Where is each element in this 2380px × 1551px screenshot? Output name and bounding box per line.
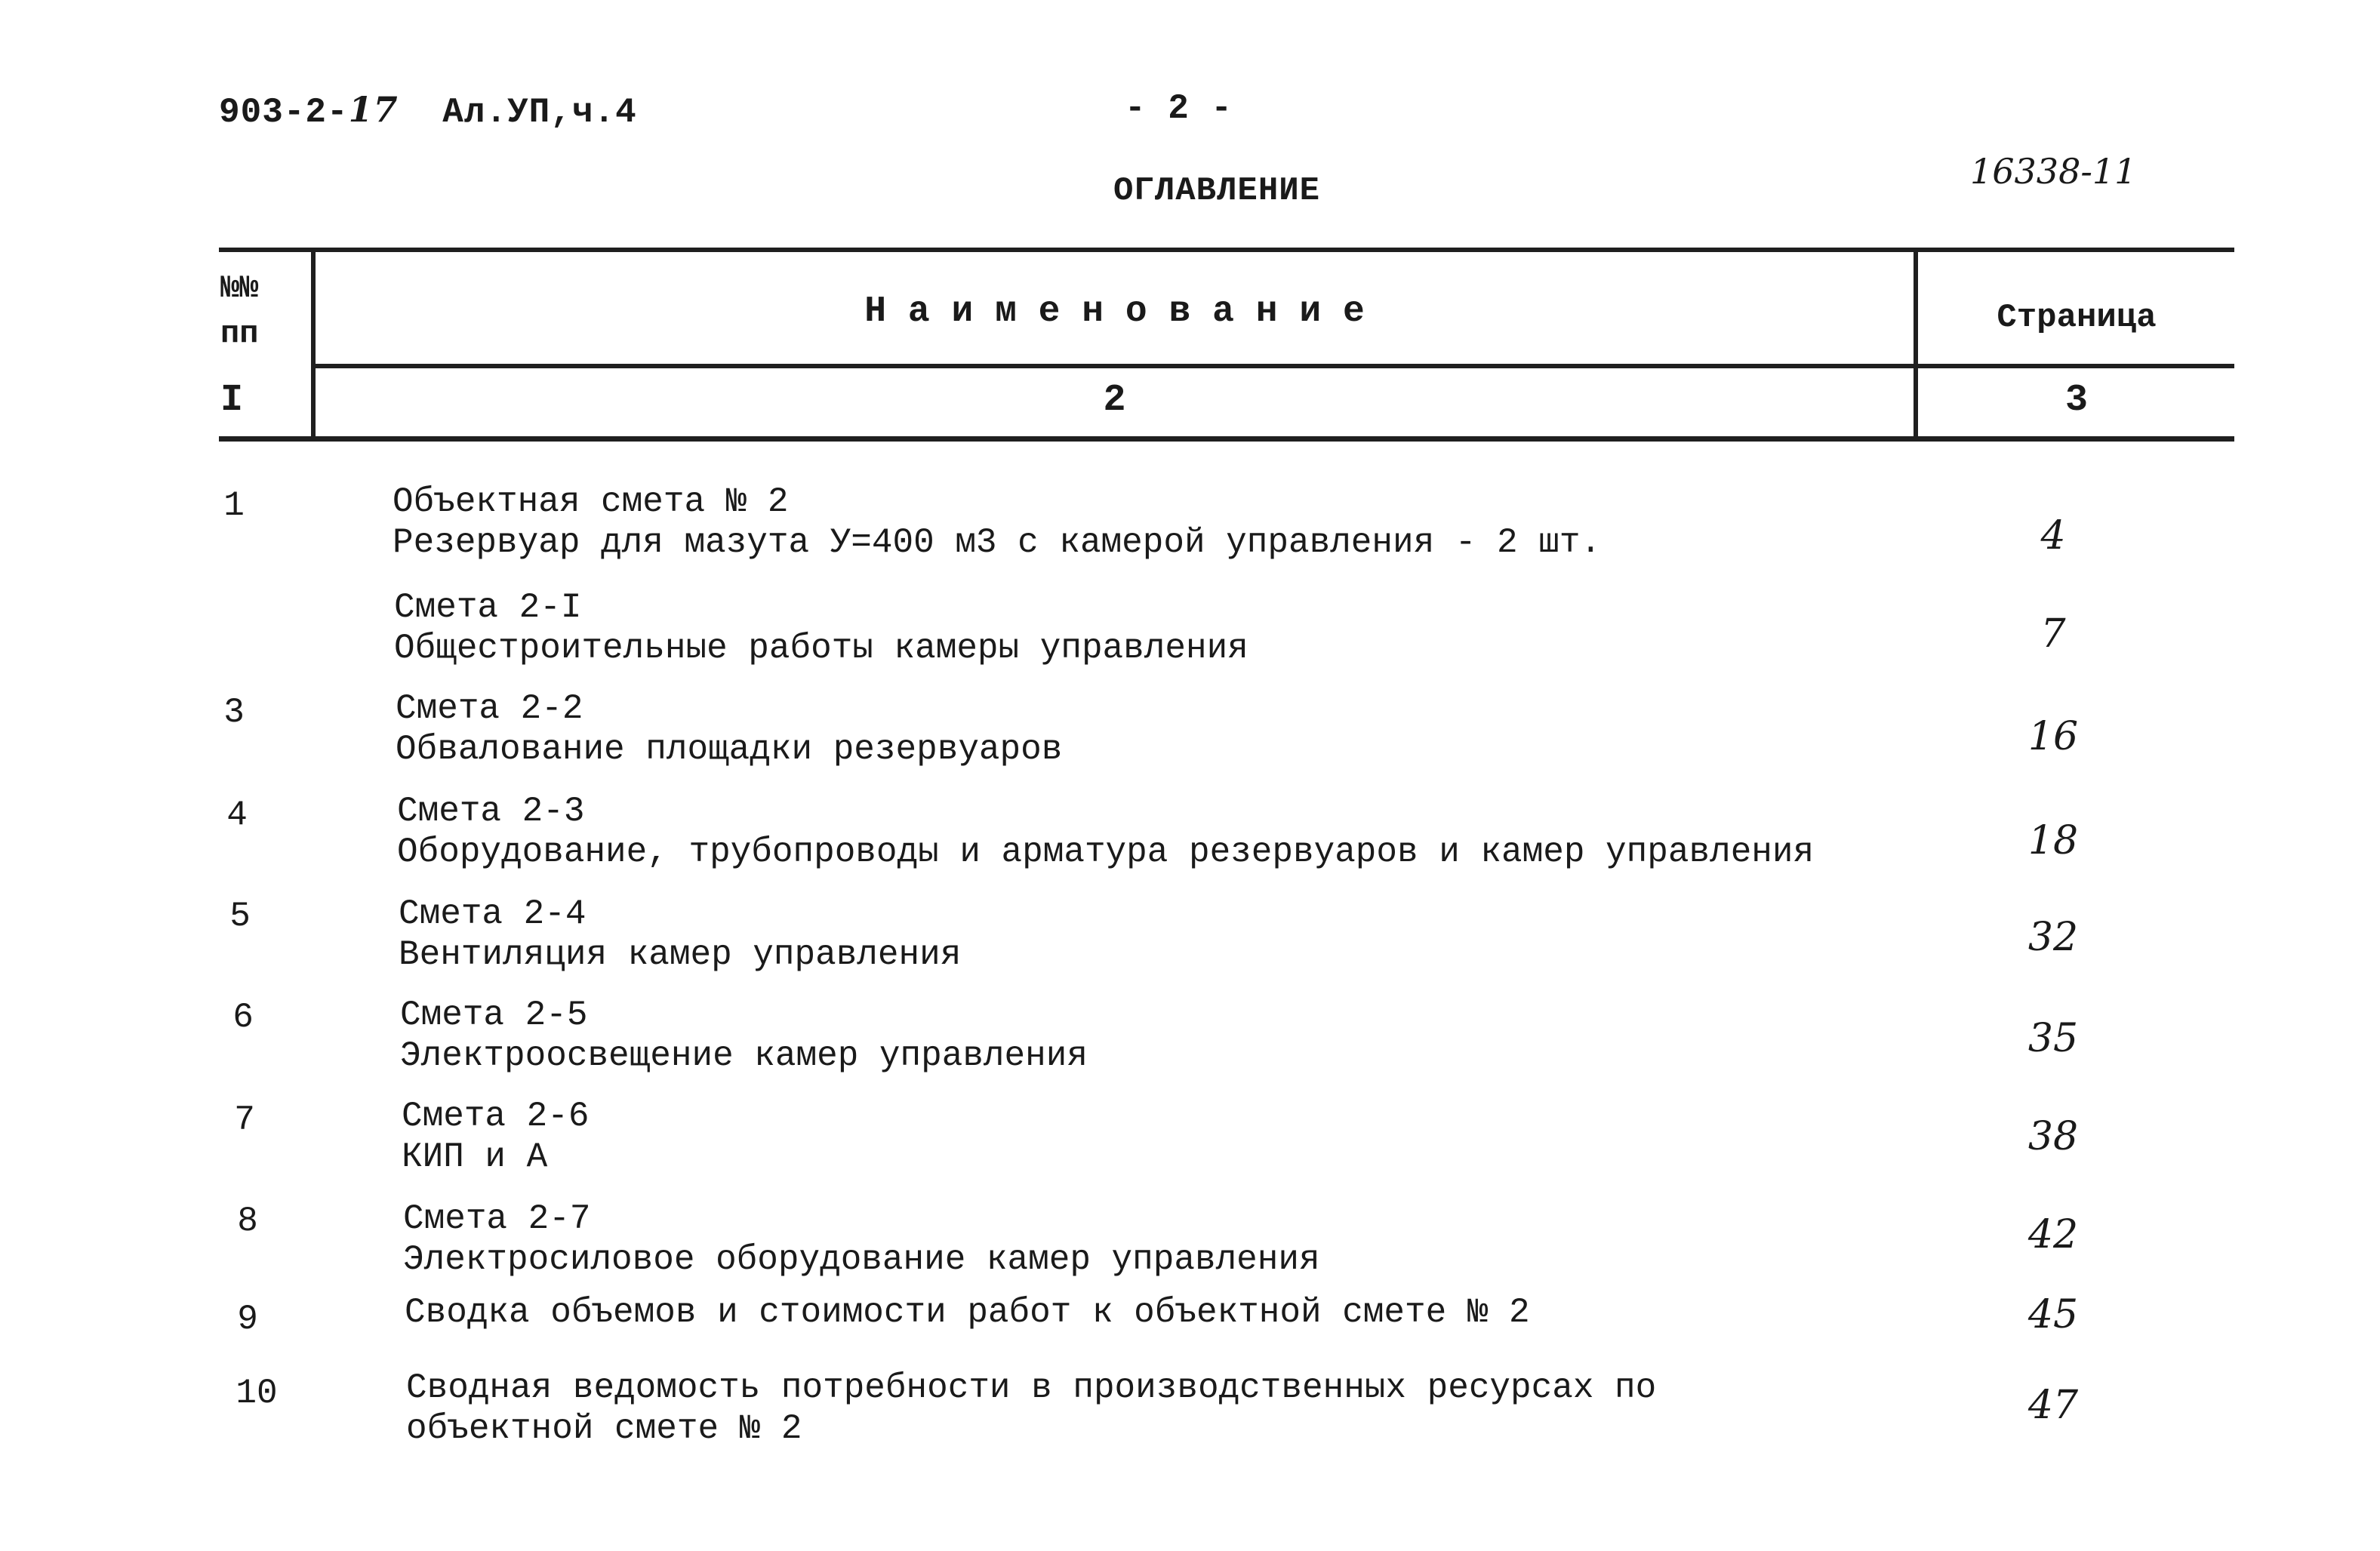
row-page: 32	[2027, 915, 2079, 960]
album-part: Ал.УП,ч.4	[442, 93, 637, 132]
row-title: Смета 2-5	[400, 996, 588, 1035]
row-description: Общестроительные работы камеры управления	[394, 629, 1248, 668]
table-row	[405, 1292, 1530, 1333]
table-header-rule	[313, 364, 2234, 368]
table-row	[399, 894, 961, 975]
inventory-number: 16338-11	[1970, 151, 2137, 192]
row-number: 3	[223, 693, 245, 732]
row-page: 45	[2027, 1292, 2079, 1337]
row-description: объектной смете № 2	[406, 1409, 802, 1448]
row-number: 8	[237, 1202, 258, 1241]
row-title: Сводка объемов и стоимости работ к объектной смете № 2	[405, 1293, 1530, 1332]
table-row	[396, 688, 1062, 770]
row-description: Обвалование площадки резервуаров	[396, 730, 1063, 769]
row-title: Смета 2-7	[403, 1199, 591, 1239]
table-row	[403, 1199, 1320, 1280]
table-row	[393, 482, 1601, 563]
row-number: 5	[229, 897, 251, 936]
row-description: Оборудование, трубопроводы и арматура резервуаров и камер управления	[397, 832, 1815, 872]
table-row	[406, 1368, 1656, 1449]
row-description: Резервуар для мазута У=400 м3 с камерой управления - 2 шт.	[393, 523, 1602, 562]
table-row	[402, 1096, 589, 1177]
page-mark: - 2 -	[1125, 89, 1233, 128]
column-index-2: 2	[1103, 379, 1126, 422]
document-code	[219, 89, 637, 132]
column-header-number: №№ пп	[220, 270, 259, 352]
table-row	[397, 791, 1814, 872]
row-page: 16	[2027, 714, 2079, 759]
row-page: 18	[2027, 818, 2079, 863]
page-title: ОГЛАВЛЕНИЕ	[1113, 172, 1321, 210]
row-title: Смета 2-2	[396, 689, 583, 728]
table-top-rule	[219, 248, 2234, 252]
row-title: Смета 2-I	[394, 588, 582, 627]
row-page: 7	[2040, 611, 2066, 657]
row-description: Электросиловое оборудование камер управления	[403, 1240, 1320, 1279]
row-description: Электроосвещение камер управления	[400, 1036, 1088, 1076]
row-number: 9	[237, 1300, 258, 1339]
row-page: 35	[2027, 1016, 2079, 1061]
row-page: 4	[2040, 513, 2066, 559]
row-number: 6	[232, 998, 254, 1037]
row-title: Смета 2-6	[402, 1097, 590, 1136]
row-number: 7	[234, 1100, 255, 1140]
row-description: Вентиляция камер управления	[399, 935, 962, 974]
row-number: 4	[226, 796, 248, 835]
document-code-handwritten: 17	[348, 89, 399, 130]
row-title: Смета 2-4	[399, 894, 587, 934]
column-index-1: I	[220, 379, 244, 422]
row-number: 1	[223, 486, 245, 525]
table-row	[394, 587, 1248, 669]
row-title: Объектная смета № 2	[393, 482, 789, 522]
row-page: 47	[2027, 1383, 2079, 1428]
table-row	[400, 995, 1088, 1076]
column-index-3: 3	[2064, 379, 2088, 422]
row-page: 42	[2027, 1212, 2079, 1257]
table-index-rule	[219, 436, 2234, 442]
column-header-page: Страница	[1997, 299, 2157, 337]
row-page: 38	[2027, 1114, 2079, 1159]
row-title: Смета 2-3	[397, 792, 585, 831]
column-header-name: Н а и м е н о в а н и е	[864, 291, 1365, 332]
document-code-number: 903-2-	[219, 93, 349, 132]
row-description: КИП и А	[402, 1137, 548, 1177]
row-number: 10	[236, 1374, 278, 1413]
row-title: Сводная ведомость потребности в производственных ресурсах по	[406, 1368, 1657, 1408]
